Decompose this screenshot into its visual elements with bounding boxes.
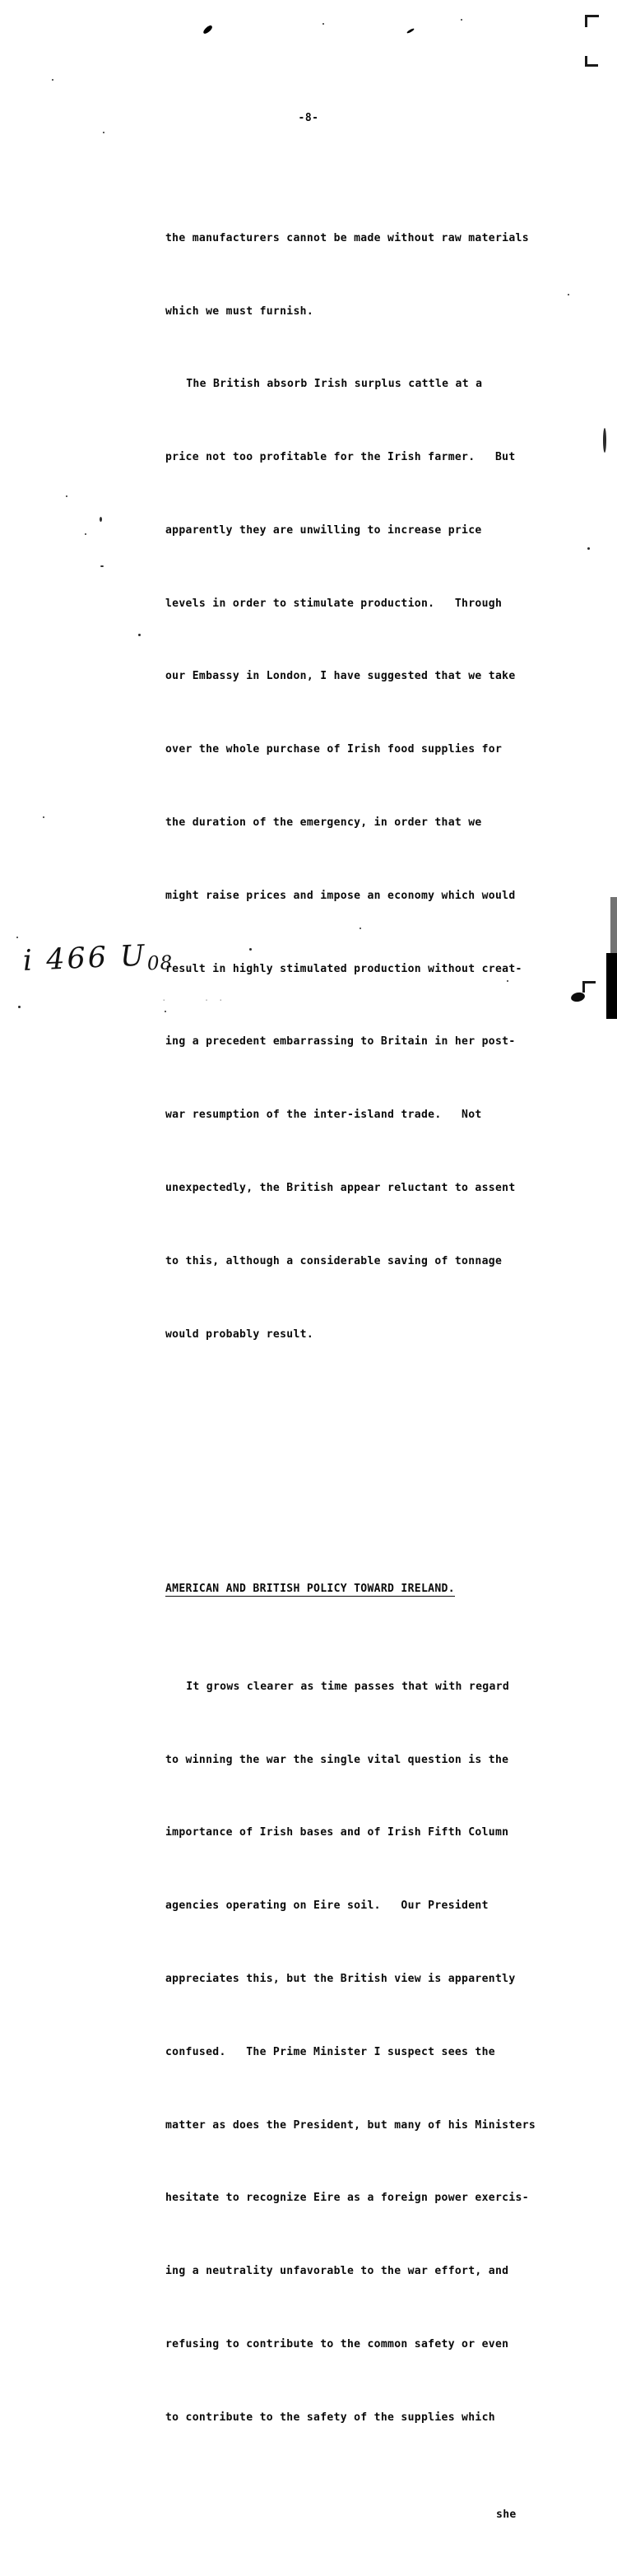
body-line: might raise prices and impose an economy which would — [165, 889, 516, 902]
dust-speck — [360, 928, 361, 929]
page-number: -8- — [298, 112, 319, 124]
dust-speck — [100, 517, 102, 522]
dust-speck — [165, 1011, 166, 1012]
dust-speck — [461, 19, 462, 21]
section-line: importance of Irish bases and of Irish Fifth Column — [165, 1826, 509, 1839]
body-line: to this, although a considerable saving of tonnage — [165, 1254, 503, 1267]
body-line: our Embassy in London, I have suggested that we take — [165, 670, 516, 683]
bottom-smudge: . . . — [161, 993, 225, 1003]
body-line: levels in order to stimulate production. Through — [165, 597, 503, 610]
dust-speck — [66, 495, 67, 497]
section-line: refusing to contribute to the common safety or even — [165, 2337, 509, 2350]
registration-corner-mark — [585, 56, 598, 67]
scan-edge-artifact — [606, 953, 617, 1019]
paragraph-gap — [165, 1493, 536, 1504]
dust-speck — [568, 294, 569, 295]
registration-corner-mark — [582, 981, 596, 993]
section-line: appreciates this, but the British view is apparently — [165, 1972, 516, 1985]
handwritten-archive-mark — [22, 938, 174, 980]
archive-mark-sub: 08 — [146, 952, 174, 975]
body-line: which we must furnish. — [165, 305, 314, 318]
section-line: to winning the war the single vital question is the — [165, 1753, 509, 1766]
dust-speck — [138, 634, 141, 636]
body-line: apparently they are unwilling to increase price — [165, 523, 482, 537]
body-line: The British absorb Irish surplus cattle at a — [186, 378, 483, 391]
dust-speck — [52, 79, 53, 81]
body-line: war resumption of the inter-island trade. Not — [165, 1109, 482, 1122]
typed-body — [165, 153, 536, 2576]
registration-corner-mark — [585, 15, 599, 27]
dust-speck — [16, 937, 18, 938]
body-line: result in highly stimulated production without creat- — [165, 962, 522, 975]
body-line: unexpectedly, the British appear reluctant to assent — [165, 1181, 516, 1194]
dust-speck — [249, 948, 252, 951]
section-line: matter as does the President, but many of his Ministers — [165, 2118, 536, 2132]
section-line: to contribute to the safety of the supplies which — [165, 2411, 495, 2424]
dust-speck — [43, 816, 44, 818]
dust-speck — [507, 980, 508, 982]
section-line: It grows clearer as time passes that with regard — [186, 1680, 510, 1693]
scan-edge-artifact — [610, 897, 617, 955]
body-line: ing a precedent embarrassing to Britain in her post- — [165, 1035, 516, 1049]
dust-speck — [85, 533, 86, 535]
section-line: agencies operating on Eire soil. Our President — [165, 1899, 489, 1913]
body-line: the manufacturers cannot be made without raw materials — [165, 231, 529, 244]
dust-speck — [322, 23, 324, 25]
section-heading-text: AMERICAN AND BRITISH POLICY TOWARD IRELAND. — [165, 1583, 455, 1596]
dust-speck — [100, 565, 104, 567]
body-line: price not too profitable for the Irish farmer. But — [165, 451, 516, 464]
body-line: the duration of the emergency, in order that we — [165, 816, 482, 830]
dust-speck — [603, 428, 606, 453]
section-line: confused. The Prime Minister I suspect sees the — [165, 2045, 495, 2058]
scan-edge-artifact — [570, 991, 586, 1002]
archive-mark-main: i 466 U — [22, 939, 148, 978]
dust-speck — [103, 132, 104, 133]
section-line: ing a neutrality unfavorable to the war effort, and — [165, 2265, 509, 2278]
body-line: over the whole purchase of Irish food supplies for — [165, 743, 503, 756]
section-heading — [165, 1577, 536, 1602]
body-line: would probably result. — [165, 1328, 314, 1341]
section-line: hesitate to recognize Eire as a foreign power exercis- — [165, 2192, 529, 2205]
dust-speck — [587, 547, 590, 550]
paragraph-gap — [165, 1420, 536, 1444]
catchword: she — [496, 2509, 517, 2521]
ink-blot-artifact — [406, 28, 415, 35]
ink-blot-artifact — [202, 25, 214, 35]
dust-speck — [18, 1006, 21, 1008]
